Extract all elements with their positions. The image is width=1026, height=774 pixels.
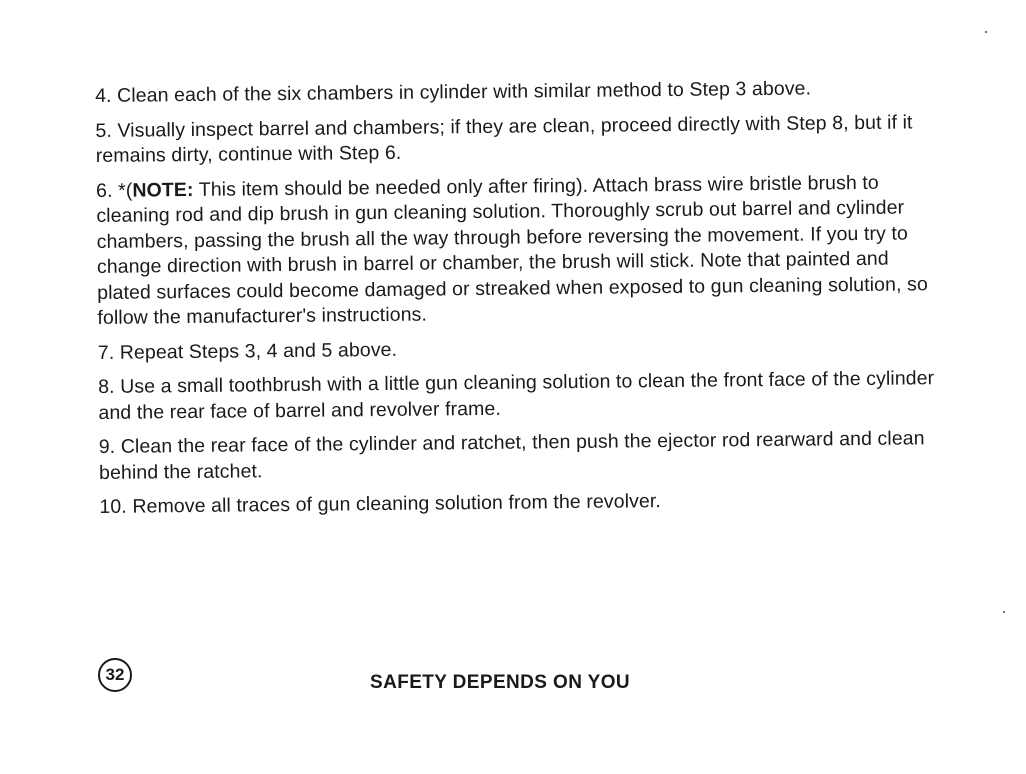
step-9 [99, 426, 944, 486]
step-number: 4. [95, 84, 112, 107]
step-6 [96, 170, 943, 332]
note-prefix: *( [117, 179, 133, 202]
scan-speck [1003, 611, 1005, 613]
step-text: Remove all traces of gun cleaning solution from the revolver. [132, 490, 662, 518]
step-7 [98, 332, 943, 366]
step-8 [98, 366, 943, 426]
step-4 [95, 75, 940, 109]
step-number: 10. [99, 495, 127, 518]
step-5 [95, 110, 940, 170]
step-text: Visually inspect barrel and chambers; if they are clean, proceed directly with Step 8, but if it remains dirty, continue with Step 6. [95, 110, 913, 167]
page-number-badge [98, 658, 132, 692]
page-number: 32 [105, 665, 125, 684]
step-number: 9. [98, 435, 116, 458]
cleaning-steps-list [95, 75, 945, 529]
step-text: This item should be needed only after firing). Attach brass wire bristle brush to cleaning rod and dip brush in gun cleaning solution. Thoroughly scrub out barrel and cylinder chambers, passing the brush all the way through before reversing the movement. If you try to change direction with brush in barrel or chamber, the brush will stick. Note that painted and plated surfaces could become damaged or streaked when exposed to gun cleaning solution, so follow the manufacturer's instructions. [96, 171, 928, 329]
step-10 [99, 486, 944, 520]
step-text: Clean each of the six chambers in cylinder with similar method to Step 3 above. [117, 77, 812, 107]
step-number: 7. [97, 341, 115, 364]
step-text: Repeat Steps 3, 4 and 5 above. [119, 338, 398, 364]
scan-speck [985, 31, 987, 33]
note-label: NOTE: [132, 178, 194, 202]
step-number: 8. [98, 375, 115, 398]
step-text: Clean the rear face of the cylinder and ratchet, then push the ejector rod rearward and clean behind the ratchet. [98, 427, 925, 484]
footer-title: SAFETY DEPENDS ON YOU [370, 672, 631, 693]
step-number: 6. [96, 179, 113, 202]
step-text: Use a small toothbrush with a little gun cleaning solution to clean the front face of the cylinder and the rear face of barrel and revolver frame. [98, 367, 935, 424]
step-number: 5. [95, 119, 113, 142]
